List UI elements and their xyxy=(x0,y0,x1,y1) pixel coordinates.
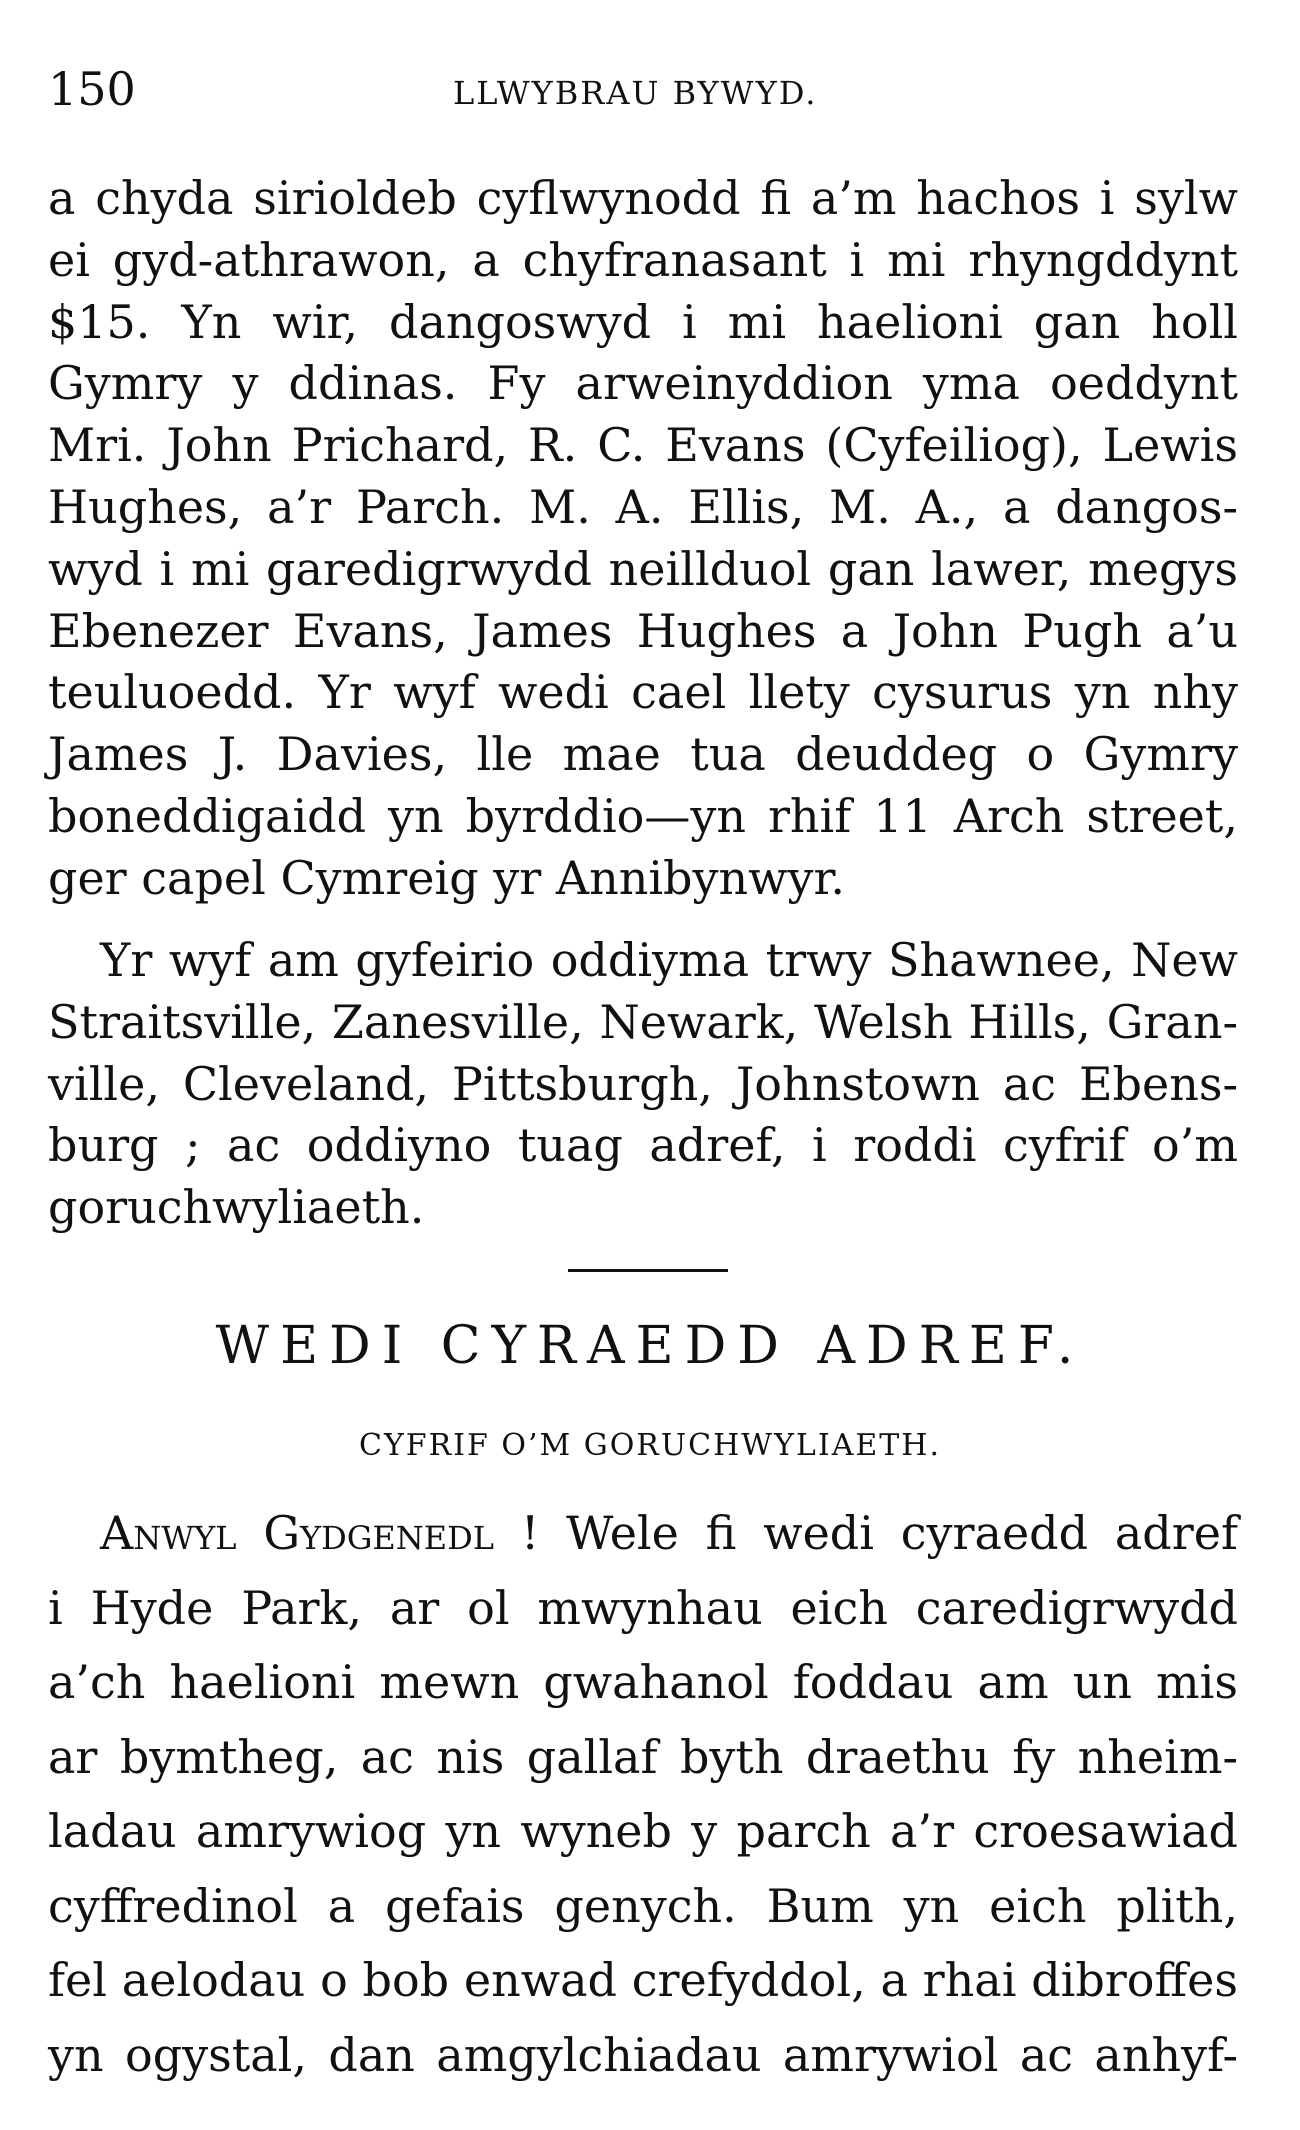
text-line-first xyxy=(48,1496,1238,1571)
text-line: Hughes, a’r Parch. M. A. Ellis, M. A., a dangos- xyxy=(48,479,1238,534)
text-line: ville, Cleveland, Pittsburgh, Johnstown ac Ebens- xyxy=(48,1056,1238,1111)
text-line: cyffredinol a gefais genych. Bum yn eich plith, xyxy=(48,1878,1238,1933)
text-line: fel aelodau o bob enwad crefyddol, a rhai dibroffes xyxy=(48,1953,1238,2007)
text-line: wyd i mi garedigrwydd neillduol gan lawer, megys xyxy=(48,541,1238,596)
text-line: boneddigaidd yn byrddio—yn rhif 11 Arch street, xyxy=(48,788,1238,843)
text-line: ar bymtheg, ac nis gallaf byth draethu fy nheim- xyxy=(48,1729,1238,1784)
text-line: i Hyde Park, ar ol mwynhau eich caredigrwydd xyxy=(48,1580,1238,1635)
text-line: burg ; ac oddiyno tuag adref, i roddi cyfrif o’m xyxy=(48,1118,1238,1173)
text-line: ei gyd-athrawon, a chyfranasant i mi rhyngddynt xyxy=(48,232,1238,287)
paragraph-letter xyxy=(48,1496,1238,2092)
text-line: $15. Yn wir, dangoswyd i mi haelioni gan holl xyxy=(48,294,1238,349)
text-line: a’ch haelioni mewn gwahanol foddau am un mis xyxy=(48,1655,1238,1709)
text-line: teuluoedd. Yr wyf wedi cael llety cysurus yn nhy xyxy=(48,665,1238,720)
running-head xyxy=(48,62,1240,122)
text-line: James J. Davies, lle mae tua deuddeg o Gymry xyxy=(48,727,1238,782)
section-divider xyxy=(568,1269,728,1272)
text-line: a chyda sirioldeb cyflwynodd fi a’m hachos i sylw xyxy=(48,171,1238,225)
running-title: LLWYBRAU BYWYD. xyxy=(453,74,818,112)
first-line-text: Wele fi wedi cyraedd adref xyxy=(566,1506,1238,1560)
text-line: yn ogystal, dan amgylchiadau amrywiol ac anhyf- xyxy=(48,2027,1238,2082)
text-line: Ebenezer Evans, James Hughes a John Pugh a’u xyxy=(48,603,1238,658)
page-number: 150 xyxy=(48,62,136,116)
text-line: Yr wyf am gyfeirio oddiyma trwy Shawnee, New xyxy=(100,933,1238,987)
section-subheading: CYFRIF O’M GORUCHWYLIAETH. xyxy=(359,1428,941,1463)
paragraph-itinerary xyxy=(48,930,1238,1239)
section-heading: WEDI CYRAEDD ADREF. xyxy=(215,1316,1085,1376)
text-line: ger capel Cymreig yr Annibynwyr. xyxy=(48,850,846,905)
text-line: Gymry y ddinas. Fy arweinyddion yma oeddynt xyxy=(48,356,1238,411)
paragraph-continued xyxy=(48,168,1238,910)
text-line: goruchwyliaeth. xyxy=(48,1180,425,1235)
text-line: Mri. John Prichard, R. C. Evans (Cyfeiliog), Lewis xyxy=(48,418,1238,473)
text-line: Straitsville, Zanesville, Newark, Welsh Hills, Gran- xyxy=(48,994,1238,1049)
salutation: Anwyl Gydgenedl ! xyxy=(100,1506,540,1560)
text-line: ladau amrywiog yn wyneb y parch a’r croesawiad xyxy=(48,1804,1238,1858)
